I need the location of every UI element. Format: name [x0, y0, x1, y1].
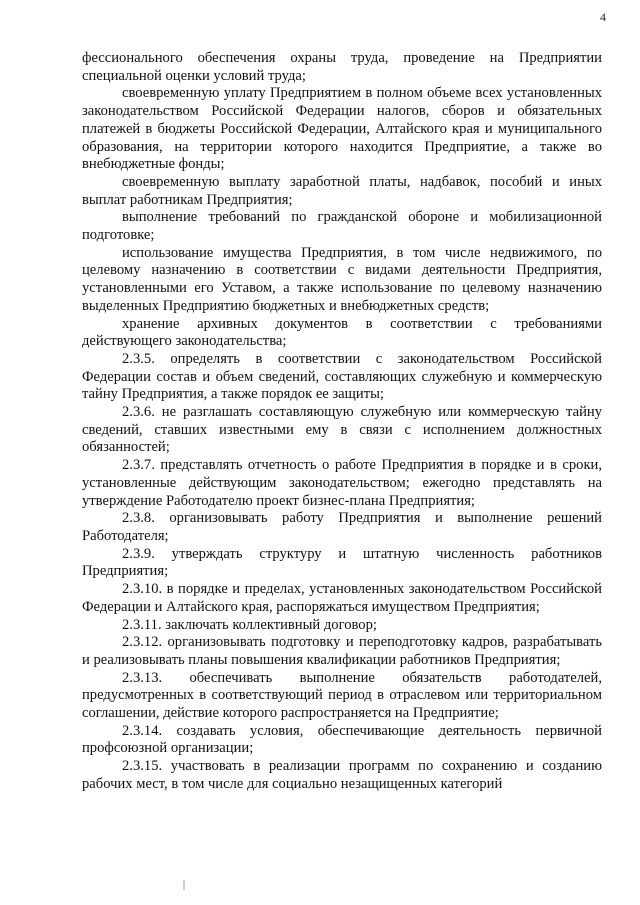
paragraph: выполнение требований по гражданской обороне и мобилизационной подготовке;: [82, 209, 602, 244]
paragraph: 2.3.12. организовывать подготовку и переподготовку кадров, разрабатывать и реализовывать планы повышения квалификации работников Предприятия;: [82, 634, 602, 668]
paragraph: использование имущества Предприятия, в том числе недвижимого, по целевому назначению в соответствии с видами деятельности Предприятия, установленными его Уставом, а также использование по целевому назначению выделенных Предприятию бюджетных и внебюджетных средств;: [82, 244, 602, 314]
paragraph: 2.3.11. заключать коллективный договор;: [122, 616, 377, 633]
scan-artifact: [183, 880, 185, 890]
paragraph: 2.3.7. представлять отчетность о работе Предприятия в порядке и в сроки, установленные действующим законодательством; ежегодно представлять на утверждение Работодателю проект бизнес-плана Предприятия;: [82, 457, 602, 509]
paragraph: 2.3.15. участвовать в реализации программ по сохранению и созданию рабочих мест, в том числе для социально незащищенных категорий: [82, 758, 602, 792]
paragraph: 2.3.5. определять в соответствии с законодательством Российской Федерации состав и объем сведений, составляющих служебную и коммерческую тайну Предприятия, а также порядок ее защиты;: [82, 350, 602, 403]
paragraph: хранение архивных документов в соответствии с требованиями действующего законодательства;: [82, 315, 602, 350]
paragraph: своевременную выплату заработной платы, надбавок, пособий и иных выплат работникам Предприятия;: [82, 173, 602, 208]
paragraph: 2.3.9. утверждать структуру и штатную численность работников Предприятия;: [82, 545, 602, 580]
page-number: 4: [600, 10, 606, 24]
paragraph: 2.3.8. организовывать работу Предприятия и выполнение решений Работодателя;: [82, 510, 602, 544]
paragraph: 2.3.13. обеспечивать выполнение обязательств работодателей, предусмотренных в соответствующий период в отраслевом или территориальном соглашении, действие которого распространяется на Предприятие;: [82, 669, 602, 722]
paragraph: своевременную уплату Предприятием в полном объеме всех установленных законодательством Российской Федерации налогов, сборов и обязательных платежей в бюджеты Российской Федерации, Алтайского края и муниципального образования, на территории которого находится Предприятие, а также во внебюджетные фонды;: [82, 85, 602, 173]
document-body: [82, 50, 602, 794]
paragraph: 2.3.14. создавать условия, обеспечивающие деятельность первичной профсоюзной организации;: [82, 722, 602, 757]
paragraph: 2.3.6. не разглашать составляющую служебную или коммерческую тайну сведений, ставших известными ему в связи с исполнением должностных обязанностей;: [82, 404, 602, 456]
paragraph: 2.3.10. в порядке и пределах, установленных законодательством Российской Федерации и Алтайского края, распоряжаться имуществом Предприятия;: [82, 581, 602, 615]
paragraph: фессионального обеспечения охраны труда, проведение на Предприятии специальной оценки условий труда;: [82, 50, 602, 84]
